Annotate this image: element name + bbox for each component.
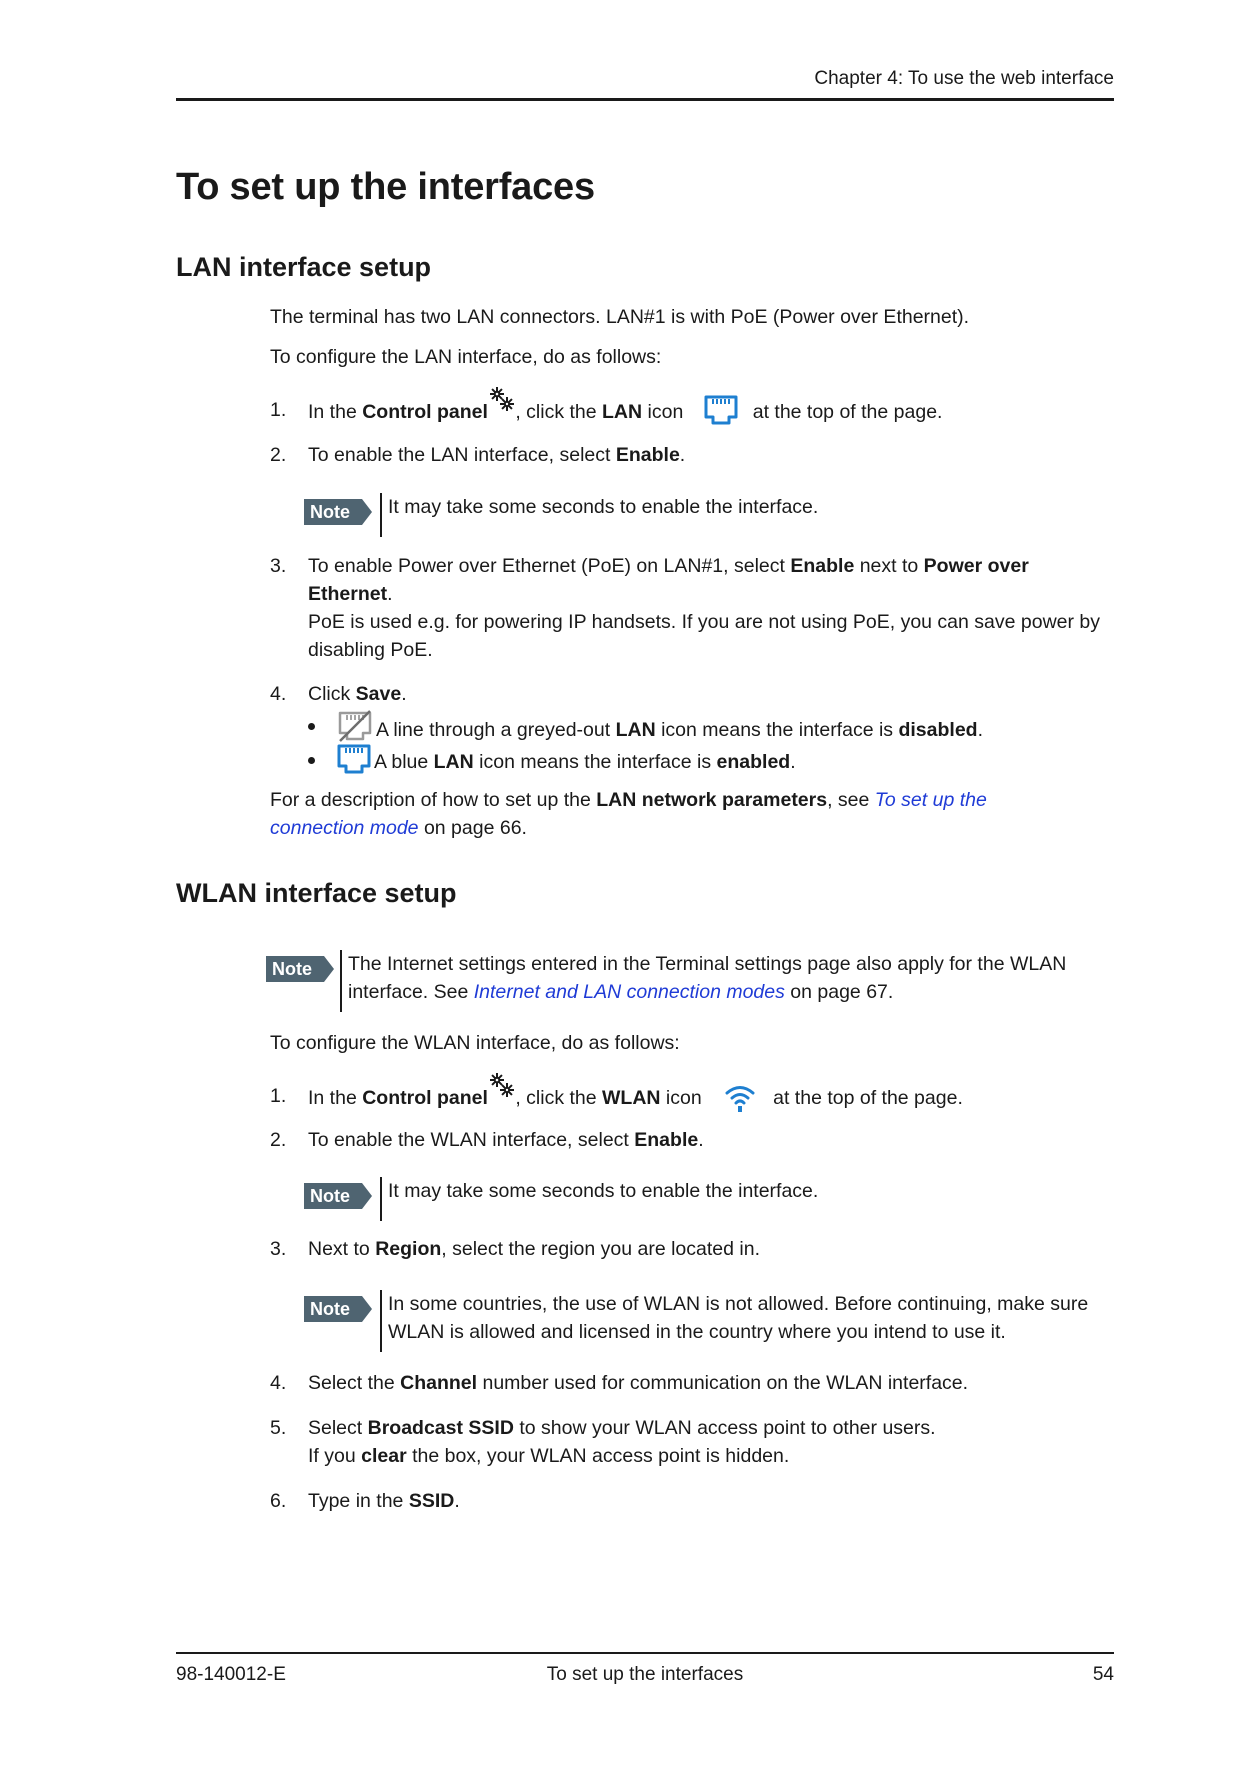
wlan-note-1	[304, 1177, 1114, 1221]
document-page: Chapter 4: To use the web interface To set up the interfaces LAN interface setup The terminal has two LAN connectors. LAN#1 is with PoE (Power over Ethernet). To configure the LAN interface, do as follows: 1. In the Control panel , click the LAN icon at the top of the page. 2. To enable the LAN interface, select Enable. Note It may take some seconds to enable the interface. 3. To enable Power over Ethernet (PoE) on LAN#1, select Enable next to Power over Ethernet. PoE is used e.g. for powering IP handsets. If you are not using PoE, you can save power by disabling PoE. 4. Click Save. A line through a greyed-out LAN icon means the interface is disabled. A blue LAN icon means the interface is enabled. For a description of how to set up the LAN network parameters, see To set up the connection mode on page 66. WLAN interface setup Note The Internet settings entered in the Terminal settings page also apply for the WLAN interface. See Internet and LAN connection modes on page 67. To configure the WLAN interface, do as follows: 1. In the Control panel , click the WLAN icon at the top of the page. 2. To enable the WLAN interface, select Enable. Note It may take some seconds to enable the interface. 3. Next to Region, select the region you are located in. Note In some countries, the use of WLAN is not allowed. Before continuing, make sure WLAN is allowed and licensed in the country where you intend to use it. 4. Select the Channel number used for communication on the WLAN interface. 5. Select Broadcast SSID to show your WLAN access point to other users. If you clear the box, your WLAN access point is hidden. 6. Type in the SSID. 98-140012-E To set up the interfaces 54	[0, 0, 1240, 1778]
lan-disabled-icon	[336, 707, 374, 745]
header-rule	[176, 98, 1114, 101]
page-title: To set up the interfaces	[176, 166, 595, 208]
wifi-icon[interactable]	[723, 1080, 757, 1114]
lan-configure-text: To configure the LAN interface, do as follows:	[270, 346, 662, 368]
wlan-section-heading: WLAN interface setup	[176, 878, 457, 908]
note-text: It may take some seconds to enable the interface.	[388, 496, 819, 518]
wlan-note-2	[304, 1290, 1116, 1352]
lan-note-1	[304, 493, 1114, 537]
step-number: 1.	[270, 399, 287, 421]
lan-step-3: 3. To enable Power over Ethernet (PoE) on LAN#1, select Enable next to Power over Ethernet. PoE is used e.g. for powering IP handsets. If you are not using PoE, you can save power by disabling PoE.	[270, 555, 1101, 661]
footer-rule	[176, 1652, 1114, 1654]
wlan-configure-text: To configure the WLAN interface, do as follows:	[270, 1032, 680, 1054]
note-text: It may take some seconds to enable the interface.	[388, 1180, 819, 1202]
internet-lan-modes-link[interactable]: Internet and LAN connection modes	[473, 981, 785, 1003]
footer-section: To set up the interfaces	[546, 1664, 744, 1685]
lan-port-icon	[336, 743, 372, 777]
wlan-note-0	[266, 950, 1116, 1012]
running-header: Chapter 4: To use the web interface	[814, 68, 1114, 89]
footer-page-number: 54	[1092, 1664, 1114, 1685]
footer-doc-number: 98-140012-E	[176, 1664, 286, 1685]
note-tag: Note	[266, 956, 324, 982]
note-tag: Note	[304, 499, 362, 525]
control-panel-gears-icon	[489, 386, 515, 414]
lan-description: For a description of how to set up the LAN network parameters, see To set up the connection mode on page 66.	[270, 789, 987, 839]
note-text: In some countries, the use of WLAN is not allowed. Before continuing, make sure WLAN is allowed and licensed in the country where you intend to use it.	[388, 1293, 1089, 1343]
note-tag: Note	[304, 1183, 362, 1209]
lan-section-heading: LAN interface setup	[176, 252, 432, 282]
poe-explanation: PoE is used e.g. for powering IP handsets. If you are not using PoE, you can save power by disabling PoE.	[308, 611, 1101, 661]
note-text: The Internet settings entered in the Terminal settings page also apply for the WLAN interface. See Internet and LAN connection modes on page 67.	[348, 953, 1067, 1003]
connection-mode-link[interactable]: To set up the connection mode	[270, 789, 987, 839]
control-panel-gears-icon	[489, 1072, 515, 1100]
lan-intro: The terminal has two LAN connectors. LAN#1 is with PoE (Power over Ethernet).	[270, 306, 970, 328]
note-tag: Note	[304, 1296, 362, 1322]
lan-port-icon[interactable]	[703, 394, 739, 428]
